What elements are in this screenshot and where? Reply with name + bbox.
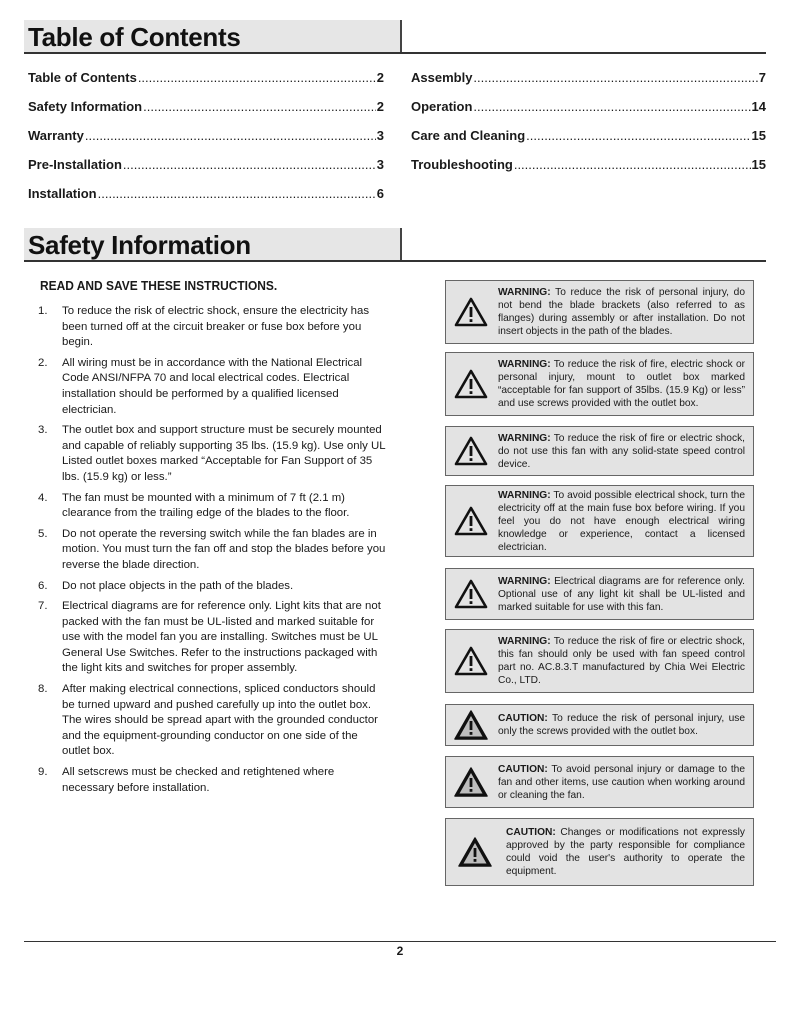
warning-label: WARNING: — [498, 359, 551, 370]
item-number: 5. — [38, 527, 48, 540]
caution-body: Changes or modifications not expressly approved by the party responsible for compliance could void the user's authority to operate the equipment. — [506, 827, 745, 877]
warning-text — [496, 572, 753, 617]
item-text: Do not operate the reversing switch while the fan blades are in motion. You must turn the fan off and stop the blades before you reverse the blade direction. — [62, 527, 386, 571]
warning-text — [496, 283, 753, 341]
warning-label: WARNING: — [498, 432, 551, 444]
caution-box-screws — [445, 704, 754, 746]
item-text: Electrical diagrams are for reference only. Light kits that are not packed with the fan must be UL-listed and marked suitable for use with the model fan you are installing. Switches must be UL General Use Switches. Refer to the instructions packaged with the light kits and switches for proper assembly. — [62, 600, 381, 675]
page-number: 2 — [396, 944, 404, 958]
toc-title: Table of Contents — [28, 22, 241, 52]
toc-entry-pre-installation[interactable] — [28, 157, 384, 186]
warning-box-outlet-box — [445, 352, 754, 416]
list-item — [38, 579, 386, 595]
item-number: 9. — [38, 766, 48, 779]
toc-entry-page: 2 — [376, 70, 384, 85]
warning-body: To avoid possible electrical shock, turn the electricity off at the main fuse box before wiring. If you feel you do not have enough electrical wiring knowledge or experience, contact a licensed electrician. — [498, 489, 745, 553]
caution-text — [496, 760, 753, 805]
list-item — [38, 682, 386, 760]
item-text: To reduce the risk of electric shock, ensure the electricity has been turned off at the circuit breaker or fuse box before you begin. — [62, 305, 370, 349]
warning-label: WARNING: — [498, 287, 551, 298]
header-rule — [24, 52, 766, 54]
warning-box-blade-brackets — [445, 280, 754, 344]
list-item — [38, 599, 386, 677]
warning-box-fan-speed-control — [445, 629, 754, 693]
toc-left-column — [28, 70, 384, 215]
toc-entry-page: 3 — [376, 128, 384, 143]
toc-entry-warranty[interactable] — [28, 128, 384, 157]
warning-body: To reduce the risk of personal injury, do not bend the blade brackets (also referred to as flanges) during assembly or after installation. Do not insert objects in the path of the blades. — [498, 287, 745, 337]
warning-text — [496, 632, 753, 690]
warning-outline-icon — [446, 579, 496, 609]
caution-label: CAUTION: — [506, 827, 556, 838]
caution-filled-icon — [446, 837, 504, 867]
warning-body: To reduce the risk of fire or electric shock, do not use this fan with any solid-state speed control device. — [498, 432, 745, 470]
toc-leader-dots — [473, 99, 750, 114]
toc-entry-troubleshooting[interactable] — [411, 157, 766, 186]
toc-entry-page: 7 — [758, 70, 766, 85]
toc-leader-dots — [98, 186, 376, 201]
warning-outline-icon — [446, 369, 496, 399]
toc-section-header — [24, 20, 766, 54]
toc-leader-dots — [123, 157, 376, 172]
warning-label: WARNING: — [498, 489, 551, 501]
list-item — [38, 527, 386, 574]
toc-leader-dots — [85, 128, 376, 143]
toc-entry-label: Safety Information — [28, 99, 143, 114]
safety-section-header — [24, 228, 766, 262]
toc-leader-dots — [143, 99, 376, 114]
toc-entry-page: 2 — [376, 99, 384, 114]
toc-entry-page: 15 — [751, 128, 766, 143]
toc-entry-label: Pre-Installation — [28, 157, 122, 172]
item-number: 2. — [38, 356, 48, 369]
toc-entry-installation[interactable] — [28, 186, 384, 215]
toc-entry-page: 14 — [751, 99, 766, 114]
toc-entry-assembly[interactable] — [411, 70, 766, 99]
read-save-heading: READ AND SAVE THESE INSTRUCTIONS. — [40, 278, 278, 293]
item-text: The outlet box and support structure must be securely mounted and capable of reliably supporting 35 lbs. (15.9 kg). Use only UL Listed outlet boxes marked “Acceptable for Fan Support of 35 lbs. (15.9 kg) or less.” — [62, 424, 386, 483]
warning-body: To reduce the risk of fire, electric shock or personal injury, mount to outlet box marked “acceptable for fan support of 35lbs. (15.9 Kg) or less” and use screws provided with the outlet box. — [498, 359, 745, 409]
safety-title: Safety Information — [28, 230, 251, 260]
warning-body: To reduce the risk of fire or electric shock, this fan should only be used with fan speed control part no. AC.8.3.T manufactured by Chia Wei Electric Co., LTD. — [498, 636, 745, 686]
toc-entry-label: Assembly — [411, 70, 473, 85]
list-item — [38, 765, 386, 796]
toc-entry-page: 15 — [751, 157, 766, 172]
list-item — [38, 423, 386, 485]
caution-label: CAUTION: — [498, 713, 548, 724]
toc-entry-label: Care and Cleaning — [411, 128, 526, 143]
item-text: The fan must be mounted with a minimum of 7 ft (2.1 m) clearance from the trailing edge of the blades to the floor. — [62, 491, 350, 520]
caution-text — [496, 709, 753, 741]
toc-leader-dots — [138, 70, 376, 85]
toc-entry-care-and-cleaning[interactable] — [411, 128, 766, 157]
caution-box-personal-injury — [445, 756, 754, 808]
caution-label: CAUTION: — [498, 763, 548, 775]
item-number: 4. — [38, 491, 48, 504]
warning-box-light-kit — [445, 568, 754, 620]
item-number: 7. — [38, 600, 48, 613]
warning-outline-icon — [446, 436, 496, 466]
caution-filled-icon — [446, 710, 496, 740]
toc-leader-dots — [473, 70, 757, 85]
item-text: Do not place objects in the path of the blades. — [62, 579, 294, 592]
list-item — [38, 491, 386, 522]
warning-label: WARNING: — [498, 636, 551, 647]
warning-box-electrical-shock — [445, 485, 754, 557]
warning-box-speed-control — [445, 426, 754, 476]
item-number: 3. — [38, 424, 48, 437]
toc-entry-label: Operation — [411, 99, 473, 114]
toc-entry-page: 3 — [376, 157, 384, 172]
header-rule — [24, 260, 766, 262]
caution-body: To reduce the risk of personal injury, use only the screws provided with the outlet box. — [498, 713, 745, 737]
warning-outline-icon — [446, 297, 496, 327]
toc-entry-label: Troubleshooting — [411, 157, 513, 172]
toc-right-column — [411, 70, 766, 186]
warning-outline-icon — [446, 506, 496, 536]
warning-body: Electrical diagrams are for reference only. Optional use of any light kit shall be UL-listed and marked suitable for use with this fan. — [498, 575, 745, 613]
caution-text — [504, 823, 753, 881]
toc-entry-page: 6 — [376, 186, 384, 201]
footer-rule — [24, 941, 776, 942]
item-number: 8. — [38, 683, 48, 696]
toc-entry-safety-information[interactable] — [28, 99, 384, 128]
toc-entry-label: Table of Contents — [28, 70, 137, 85]
item-text: All wiring must be in accordance with the National Electrical Code ANSI/NFPA 70 and local electrical codes. Electrical installation should be performed by a qualified licensed electrician. — [62, 356, 363, 416]
warning-label: WARNING: — [498, 575, 551, 587]
item-text: After making electrical connections, spliced conductors should be turned upward and pushed carefully up into the outlet box. The wires should be spread apart with the grounded conductor and the equipment-grounding conductor on one side of the outlet box. — [62, 683, 378, 758]
toc-leader-dots — [526, 128, 750, 143]
item-number: 6. — [38, 579, 48, 592]
list-item — [38, 304, 386, 351]
item-number: 1. — [38, 305, 48, 317]
toc-entry-table-of-contents[interactable] — [28, 70, 384, 99]
toc-entry-operation[interactable] — [411, 99, 766, 128]
safety-instructions-list — [38, 304, 386, 801]
toc-leader-dots — [514, 157, 751, 172]
caution-body: To avoid personal injury or damage to the fan and other items, use caution when working around or cleaning the fan. — [498, 763, 745, 801]
warning-text — [496, 429, 753, 474]
caution-box-modifications — [445, 818, 754, 886]
item-text: All setscrews must be checked and retightened where necessary before installation. — [62, 766, 335, 794]
toc-entry-label: Warranty — [28, 128, 84, 143]
warning-text — [496, 486, 753, 557]
caution-filled-icon — [446, 767, 496, 797]
list-item — [38, 356, 386, 418]
warning-outline-icon — [446, 646, 496, 676]
warning-text — [496, 355, 753, 413]
toc-entry-label: Installation — [28, 186, 97, 201]
